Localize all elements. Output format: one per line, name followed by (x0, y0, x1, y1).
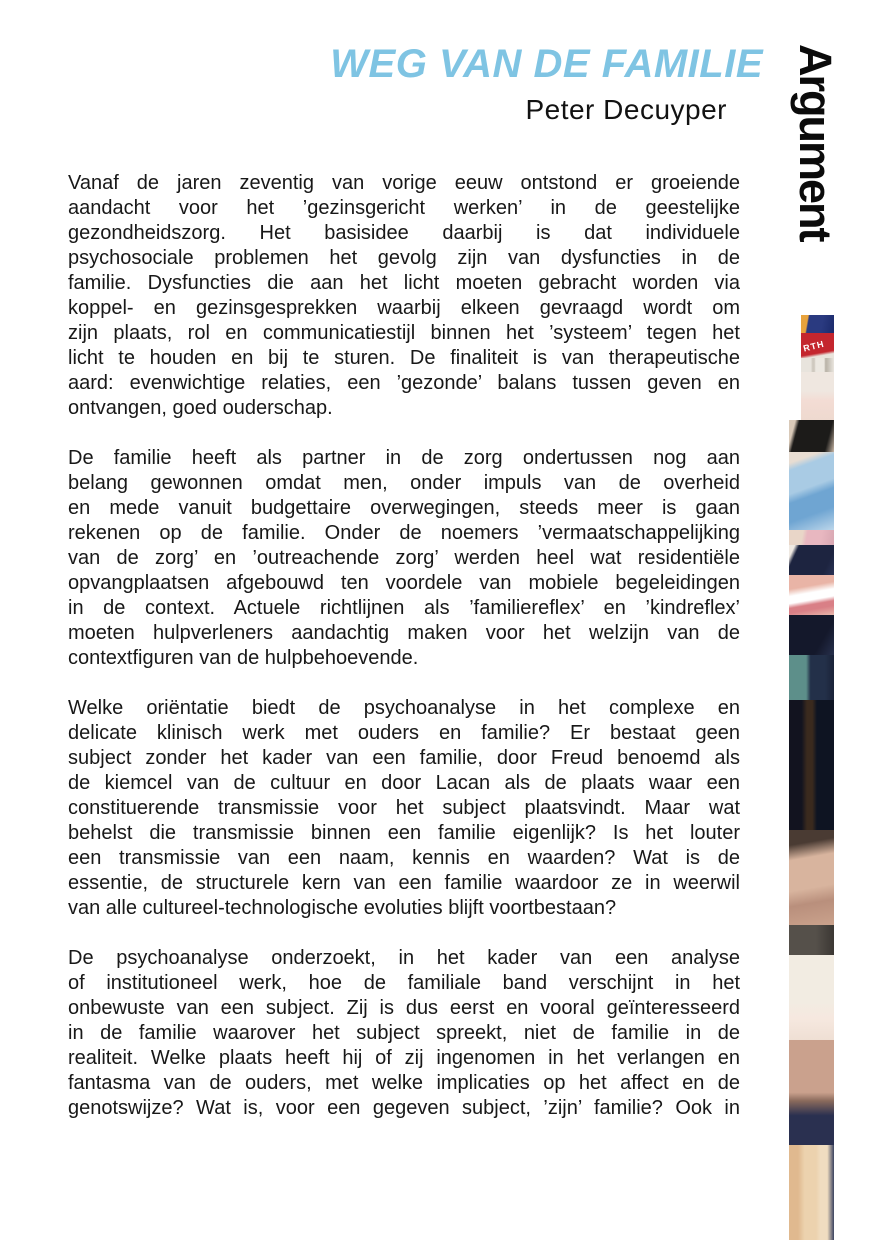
text-line: moeten hulpverleners aandachtig maken voor het welzijn van de (68, 622, 740, 644)
photo-fragment-pink-stripe (789, 530, 834, 545)
journal-name-vertical: Argument (790, 44, 841, 241)
text-line: behelst die transmissie binnen een familie eigenlijk? Is het louter (68, 822, 740, 844)
text-line: psychosociale problemen het gevolg zijn van dysfuncties in de (68, 247, 740, 269)
photo-fragment-face-glasses (789, 830, 834, 925)
photo-collage-strip (789, 315, 834, 1240)
text-line: koppel- en gezinsgesprekken waarbij elkeen gevraagd wordt om (68, 297, 740, 319)
text-line: ontvangen, goed ouderschap. (68, 397, 333, 419)
photo-fragment-blonde-child (789, 1145, 834, 1240)
photo-fragment-dark-blue (789, 615, 834, 655)
photo-fragment-teal-dark (789, 655, 834, 700)
text-line: delicate klinisch werk met ouders en familie? Er bestaat geen (68, 722, 740, 744)
paragraph-2 (68, 446, 740, 671)
text-line: De psychoanalyse onderzoekt, in het kader van een analyse (68, 947, 740, 969)
text-line: en mede vanuit budgettaire overwegingen, steeds meer is gaan (68, 497, 740, 519)
article-title: WEG VAN DE FAMILIE (330, 42, 763, 86)
text-line: subject zonder het kader van een familie, door Freud benoemd als (68, 747, 740, 769)
text-line: of institutioneel werk, hoe de familiale band verschijnt in het (68, 972, 740, 994)
photo-fragment-banner-top (801, 315, 834, 333)
photo-fragment-blue-child (789, 452, 834, 530)
text-line: onbewuste van een subject. Zij is dus eerst en vooral geïnteresseerd (68, 997, 740, 1019)
text-line: aandacht voor het ’gezinsgericht werken’ in de geestelijke (68, 197, 740, 219)
photo-fragment-woman-navy (789, 1040, 834, 1145)
text-line: constituerende transmissie voor het subject plaatsvindt. Maar wat (68, 797, 740, 819)
text-line: belang gewonnen omdat men, onder impuls van de overheid (68, 472, 740, 494)
text-line: fantasma van de ouders, met welke implicaties op het affect en de (68, 1072, 740, 1094)
text-line: in de context. Actuele richtlijnen als ’familiereflex’ en ’kindreflex’ (68, 597, 740, 619)
photo-fragment-tablecloth (789, 955, 834, 1040)
photo-fragment-red-banner (801, 333, 834, 358)
photo-fragment-gray-band (789, 925, 834, 955)
text-line: een transmissie van een naam, kennis en waarden? Wat is de (68, 847, 740, 869)
article-body (68, 171, 740, 1121)
photo-fragment-white-dots (801, 358, 834, 372)
photo-fragment-black-blob (789, 420, 834, 452)
article-author: Peter Decuyper (525, 94, 727, 125)
text-line: van alle cultureel-technologische evoluties blijft voortbestaan? (68, 897, 617, 919)
text-line: in de familie waarover het subject spreekt, niet de familie in de (68, 1022, 740, 1044)
text-line: realiteit. Welke plaats heeft hij of zij ingenomen in het verlangen en (68, 1047, 740, 1069)
text-line: zijn plaats, rol en communicatiestijl binnen het ’systeem’ tegen het (68, 322, 740, 344)
text-line: Vanaf de jaren zeventig van vorige eeuw ontstond er groeiende (68, 172, 740, 194)
text-line: opvangplaatsen afgebouwd ten voordele van mobiele begeleidingen (68, 572, 740, 594)
paragraph-4 (68, 946, 740, 1121)
text-line: contextfiguren van de hulpbehoevende. (68, 647, 419, 669)
text-line: de kiemcel van de cultuur en door Lacan als de plaats waar een (68, 772, 740, 794)
text-line: De familie heeft als partner in de zorg ondertussen nog aan (68, 447, 740, 469)
text-line: familie. Dysfuncties die aan het licht moeten gebracht worden via (68, 272, 740, 294)
photo-fragment-dark-bottle (789, 700, 834, 830)
text-line: genotswijze? Wat is, voor een gegeven subject, ’zijn’ familie? Ook in (68, 1097, 740, 1119)
text-line: essentie, de structurele kern van een familie waardoor ze in weerwil (68, 872, 740, 894)
photo-fragment-pale-blur (801, 372, 834, 420)
paragraph-1 (68, 171, 740, 421)
text-line: rekenen op de familie. Onder de noemers ’vermaatschappelijking (68, 522, 740, 544)
paragraph-3 (68, 696, 740, 921)
text-line: gezondheidszorg. Het basisidee daarbij is dat individuele (68, 222, 740, 244)
photo-fragment-smile (789, 575, 834, 615)
text-line: aard: evenwichtige relaties, een ’gezonde’ balans tussen geven en (68, 372, 740, 394)
text-line: van de zorg’ en ’outreachende zorg’ werden heel wat residentiële (68, 547, 740, 569)
banner-text: RTH (802, 338, 826, 354)
text-line: Welke oriëntatie biedt de psychoanalyse in het complexe en (68, 697, 740, 719)
text-line: licht te houden en bij te sturen. De finaliteit is van therapeutische (68, 347, 740, 369)
photo-fragment-navy-diag (789, 545, 834, 575)
